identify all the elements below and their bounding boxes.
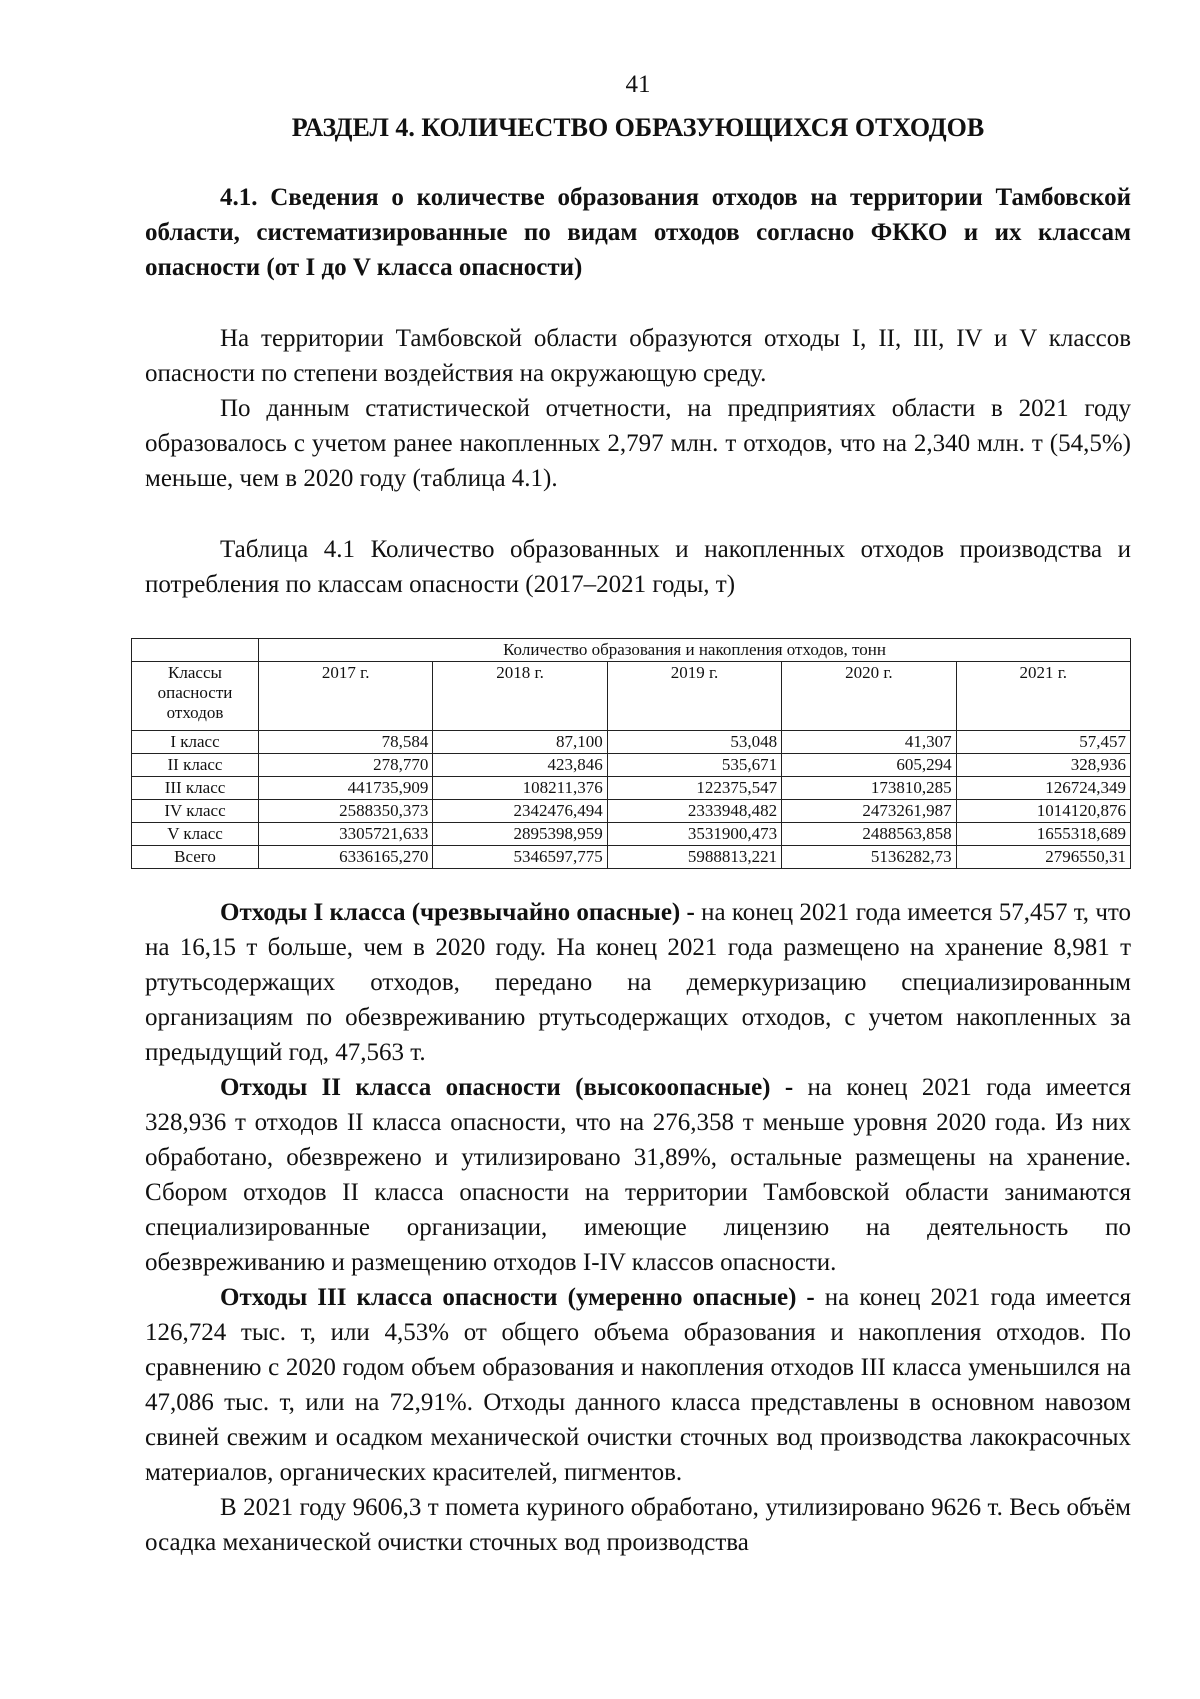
- table-corner-cell: [132, 639, 259, 662]
- table-cell: 2588350,373: [259, 800, 433, 823]
- table-cell: 122375,547: [607, 777, 781, 800]
- paragraph-text: В 2021 году 9606,3 т помета куриного обработано, утилизировано 9626 т. Весь объём осадка механической очистки сточных вод производства: [145, 1494, 1131, 1556]
- year-column-header: 2017 г.: [259, 662, 433, 731]
- table-header-row: [132, 662, 1131, 731]
- table-cell: 5346597,775: [433, 846, 607, 869]
- table-cell: 2488563,858: [782, 823, 956, 846]
- table-cell: 441735,909: [259, 777, 433, 800]
- year-column-header: 2018 г.: [433, 662, 607, 731]
- paragraph-lead: Отходы I класса (чрезвычайно опасные) -: [220, 899, 695, 926]
- row-label: V класс: [132, 823, 259, 846]
- row-label: Всего: [132, 846, 259, 869]
- intro-paragraph: На территории Тамбовской области образуются отходы I, II, III, IV и V классов опасности по степени воздействия на окружающую среду.: [145, 325, 1131, 387]
- year-column-header: 2020 г.: [782, 662, 956, 731]
- table-row: [132, 800, 1131, 823]
- table-cell: 278,770: [259, 754, 433, 777]
- table-cell: 6336165,270: [259, 846, 433, 869]
- row-label: II класс: [132, 754, 259, 777]
- paragraph-text: на конец 2021 года имеется 57,457 т, что на 16,15 т больше, чем в 2020 году. На конец 2021 года размещено на хранение 8,981 т ртутьсодержащих отходов, передано на демеркуризацию специализированным организациям по обезвреживанию ртутьсодержащих отходов, с учетом накопленных за предыдущий год, 47,563 т.: [145, 899, 1131, 1066]
- section-title: РАЗДЕЛ 4. КОЛИЧЕСТВО ОБРАЗУЮЩИХСЯ ОТХОДОВ: [291, 113, 985, 142]
- table-cell: 1014120,876: [956, 800, 1130, 823]
- table-cell: 5136282,73: [782, 846, 956, 869]
- waste-table: [131, 638, 1131, 869]
- table-cell: 1655318,689: [956, 823, 1130, 846]
- poultry-manure-paragraph: [145, 1490, 1131, 1560]
- page-number: 41: [625, 71, 651, 98]
- table-row: [132, 731, 1131, 754]
- year-column-header: 2021 г.: [956, 662, 1130, 731]
- table-cell: 2895398,959: [433, 823, 607, 846]
- intro-paragraph: По данным статистической отчетности, на предприятиях области в 2021 году образовалось с учетом ранее накопленных 2,797 млн. т отходов, что на 2,340 млн. т (54,5%) меньше, чем в 2020 году (таблица 4.1).: [145, 395, 1131, 492]
- paragraph-lead: Отходы III класса опасности (умеренно опасные) -: [220, 1284, 815, 1311]
- table-cell: 328,936: [956, 754, 1130, 777]
- table-cell: 41,307: [782, 731, 956, 754]
- table-cell: 605,294: [782, 754, 956, 777]
- table-cell: 5988813,221: [607, 846, 781, 869]
- table-header-row: [132, 639, 1131, 662]
- table-cell: 3305721,633: [259, 823, 433, 846]
- table-cell: 173810,285: [782, 777, 956, 800]
- table-row: [132, 754, 1131, 777]
- table-cell: 108211,376: [433, 777, 607, 800]
- table-cell: 53,048: [607, 731, 781, 754]
- page-content: [145, 70, 1131, 1560]
- table-cell: 57,457: [956, 731, 1130, 754]
- table-cell: 423,846: [433, 754, 607, 777]
- paragraph-text: на конец 2021 года имеется 328,936 т отходов II класса опасности, что на 276,358 т меньше уровня 2020 года. Из них обработано, обезврежено и утилизировано 31,89%, остальные размещены на хранение. Сбором отходов II класса опасности на территории Тамбовской области занимаются специализированные организации, имеющие лицензию на деятельность по обезвреживанию и размещению отходов I-IV классов опасности.: [145, 1074, 1132, 1276]
- table-cell: 3531900,473: [607, 823, 781, 846]
- table-cell: 2342476,494: [433, 800, 607, 823]
- year-column-header: 2019 г.: [607, 662, 781, 731]
- table-cell: 535,671: [607, 754, 781, 777]
- table-caption: Таблица 4.1 Количество образованных и накопленных отходов производства и потребления по классам опасности (2017–2021 годы, т): [145, 536, 1131, 598]
- row-label: III класс: [132, 777, 259, 800]
- class-ii-paragraph: [145, 1070, 1131, 1280]
- class-column-header: Классы опасности отходов: [132, 662, 259, 731]
- table-row-total: [132, 846, 1131, 869]
- paragraph-lead: Отходы II класса опасности (высокоопасные) -: [220, 1074, 794, 1101]
- class-i-paragraph: [145, 895, 1131, 1070]
- table-cell: 2473261,987: [782, 800, 956, 823]
- table-cell: 2333948,482: [607, 800, 781, 823]
- table-cell: 87,100: [433, 731, 607, 754]
- row-label: I класс: [132, 731, 259, 754]
- paragraph-text: на конец 2021 года имеется 126,724 тыс. т, или 4,53% от общего объема образования и накопления отходов. По сравнению с 2020 годом объем образования и накопления отходов III класса уменьшился на 47,086 тыс. т, или на 72,91%. Отходы данного класса представлены в основном навозом свиней свежим и осадком механической очистки сточных вод производства лакокрасочных материалов, органических красителей, пигментов.: [145, 1284, 1131, 1486]
- class-iii-paragraph: [145, 1280, 1131, 1490]
- table-row: [132, 777, 1131, 800]
- row-label: IV класс: [132, 800, 259, 823]
- table-row: [132, 823, 1131, 846]
- table-cell: 78,584: [259, 731, 433, 754]
- table-cell: 2796550,31: [956, 846, 1130, 869]
- table-cell: 126724,349: [956, 777, 1130, 800]
- subsection-title: 4.1. Сведения о количестве образования отходов на территории Тамбовской области, систематизированные по видам отходов согласно ФККО и их классам опасности (от I до V класса опасности): [145, 184, 1131, 281]
- table-group-header: Количество образования и накопления отходов, тонн: [259, 639, 1131, 662]
